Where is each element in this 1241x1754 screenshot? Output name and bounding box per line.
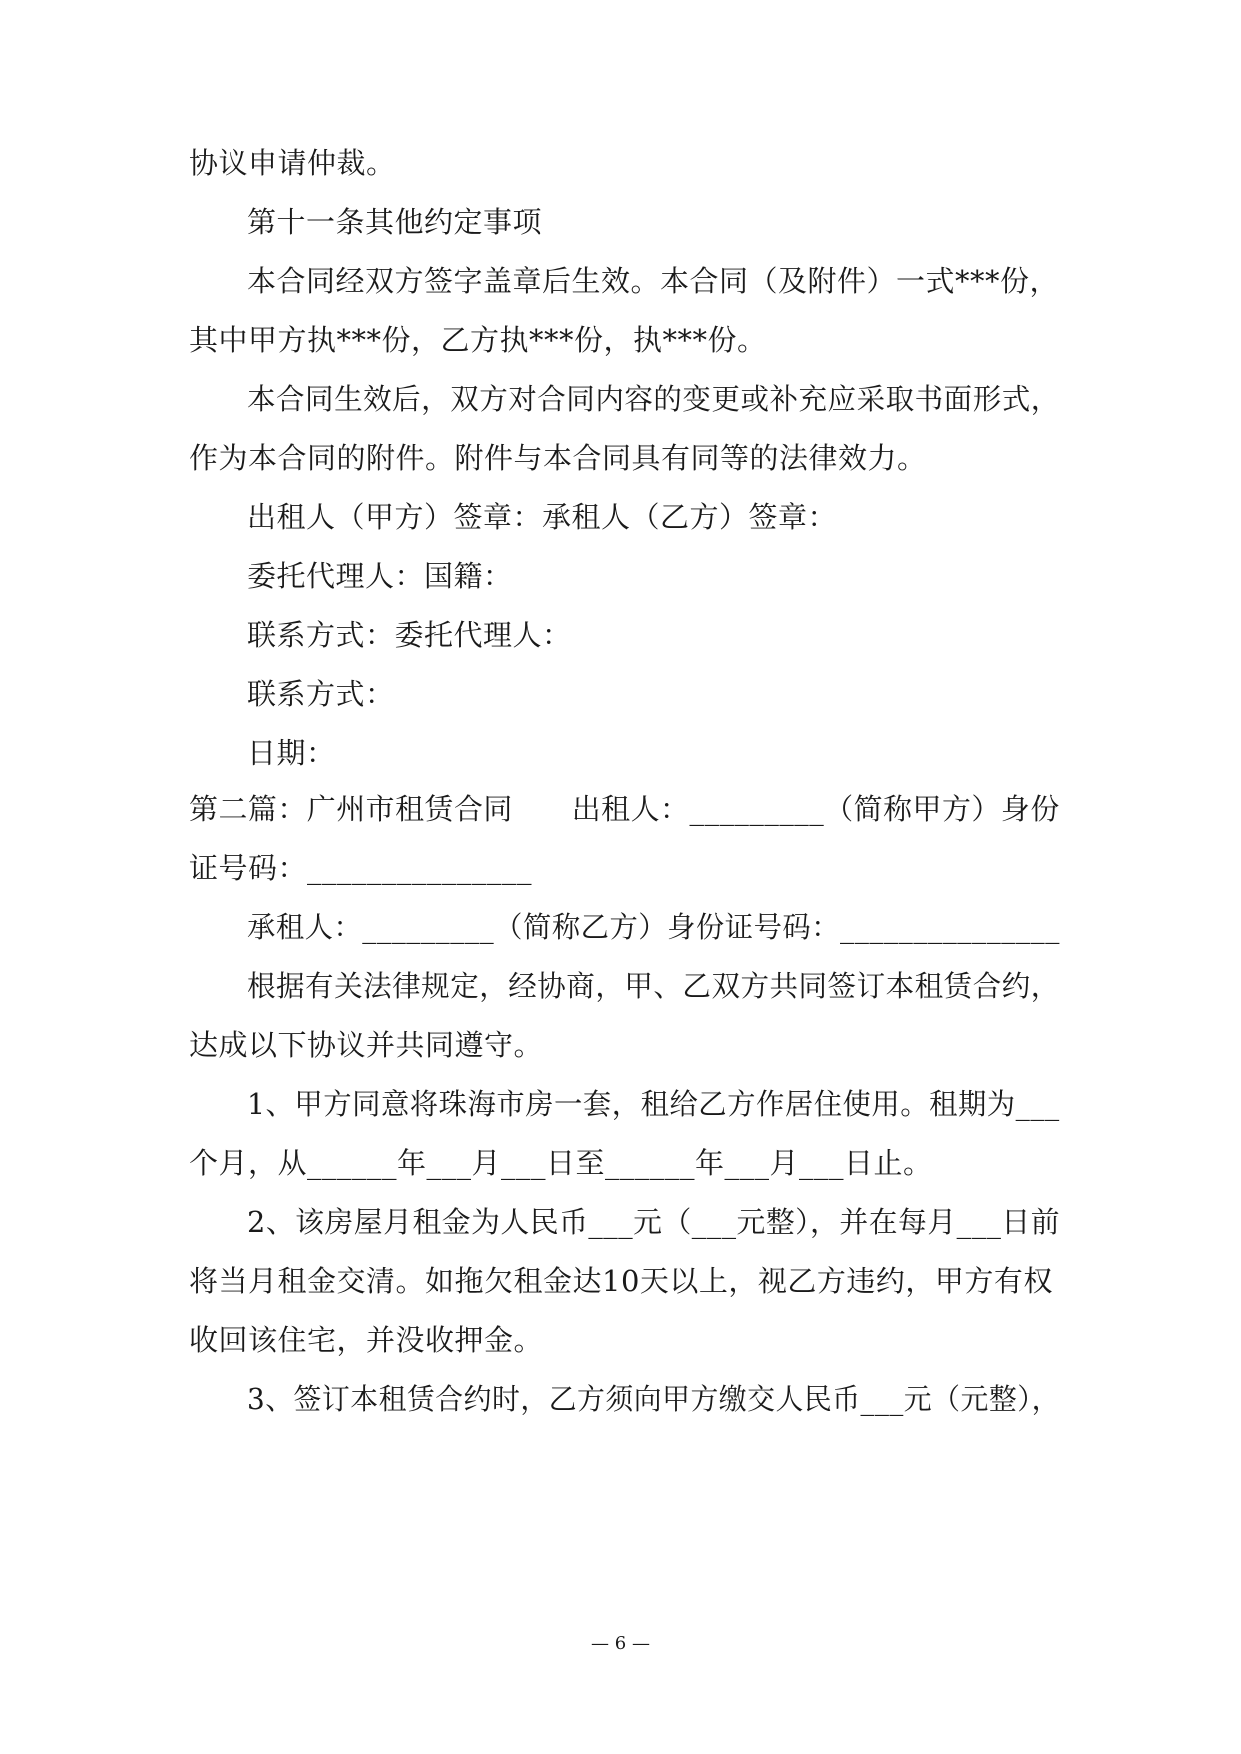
clause-line: 3、签订本租赁合约时，乙方须向甲方缴交人民币___元（元整）， xyxy=(247,1382,1060,1416)
paragraph-line: 本合同经双方签字盖章后生效。本合同（及附件）一式***份， xyxy=(247,264,1060,298)
clause-line: 2、该房屋月租金为人民币___元（___元整），并在每月___日前 xyxy=(247,1205,1061,1239)
paragraph-line: 本合同生效后，双方对合同内容的变更或补充应采取书面形式， xyxy=(247,382,1060,416)
signature-line: 出租人（甲方）签章：承租人（乙方）签章： xyxy=(247,500,838,534)
paragraph-line: 根据有关法律规定，经协商，甲、乙双方共同签订本租赁合约， xyxy=(247,969,1060,1003)
signature-line: 联系方式：委托代理人： xyxy=(247,618,572,652)
chapter-heading-line: 第二篇：广州市租赁合同 出租人：_________（简称甲方）身份 xyxy=(189,792,1060,826)
paragraph-line: 其中甲方执***份，乙方执***份，执***份。 xyxy=(189,323,767,357)
date-line: 日期： xyxy=(247,736,336,770)
signature-line: 委托代理人：国籍： xyxy=(247,559,513,593)
clause-line: 个月，从______年___月___日至______年___月___日止。 xyxy=(189,1146,933,1180)
paragraph-line: 作为本合同的附件。附件与本合同具有同等的法律效力。 xyxy=(189,441,927,475)
clause-line: 将当月租金交清。如拖欠租金达10天以上，视乙方违约，甲方有权 xyxy=(189,1264,1053,1298)
clause-line: 1、甲方同意将珠海市房一套，租给乙方作居住使用。租期为___ xyxy=(247,1087,1060,1121)
paragraph-line: 协议申请仲裁。 xyxy=(189,146,396,180)
paragraph-line: 承租人：_________（简称乙方）身份证号码：_______________ xyxy=(247,910,1060,944)
page-number: — 6 — xyxy=(591,1633,650,1654)
paragraph-line: 达成以下协议并共同遵守。 xyxy=(189,1028,544,1062)
section-heading: 第十一条其他约定事项 xyxy=(247,205,543,239)
clause-line: 收回该住宅，并没收押金。 xyxy=(189,1323,544,1357)
signature-line: 联系方式： xyxy=(247,677,395,711)
paragraph-line: 证号码：_______________ xyxy=(189,851,533,885)
